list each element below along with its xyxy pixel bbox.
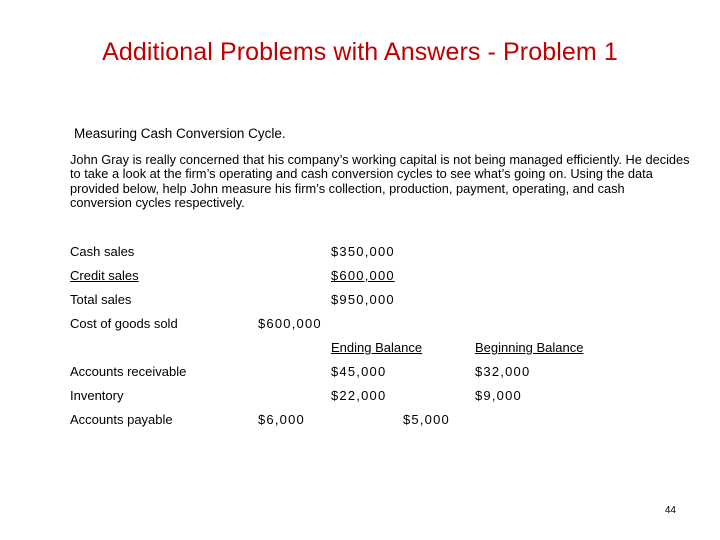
total-sales-value: $950,000 [331, 292, 395, 307]
credit-sales-value: $600,000 [331, 268, 395, 283]
slide-title: Additional Problems with Answers - Problem 1 [102, 38, 618, 66]
accounts-payable-ending: $6,000 [258, 412, 305, 427]
inventory-beginning: $9,000 [475, 388, 522, 403]
cogs-label: Cost of goods sold [70, 316, 178, 331]
accounts-payable-beginning: $5,000 [403, 412, 450, 427]
cash-sales-value: $350,000 [331, 244, 395, 259]
cogs-value: $600,000 [258, 316, 322, 331]
page-number: 44 [664, 505, 676, 516]
accounts-receivable-ending: $45,000 [331, 364, 387, 379]
accounts-receivable-beginning: $32,000 [475, 364, 531, 379]
inventory-ending: $22,000 [331, 388, 387, 403]
problem-subtitle: Measuring Cash Conversion Cycle. [74, 126, 286, 141]
ending-balance-header: Ending Balance [331, 340, 423, 355]
total-sales-label: Total sales [70, 292, 132, 307]
accounts-payable-label: Accounts payable [70, 412, 173, 427]
beginning-balance-header: Beginning Balance [475, 340, 584, 355]
inventory-label: Inventory [70, 388, 124, 403]
accounts-receivable-label: Accounts receivable [70, 364, 187, 379]
problem-description: John Gray is really concerned that his company’s working capital is not being managed efficiently. He decides to take a look at the firm’s operating and cash conversion cycles to see what’s going on. Using the data provided below, help John measure his firm’s collection, production, payment, operating, and cash conversion cycles respectively. [70, 152, 690, 211]
credit-sales-label: Credit sales [70, 268, 139, 283]
cash-sales-label: Cash sales [70, 244, 135, 259]
